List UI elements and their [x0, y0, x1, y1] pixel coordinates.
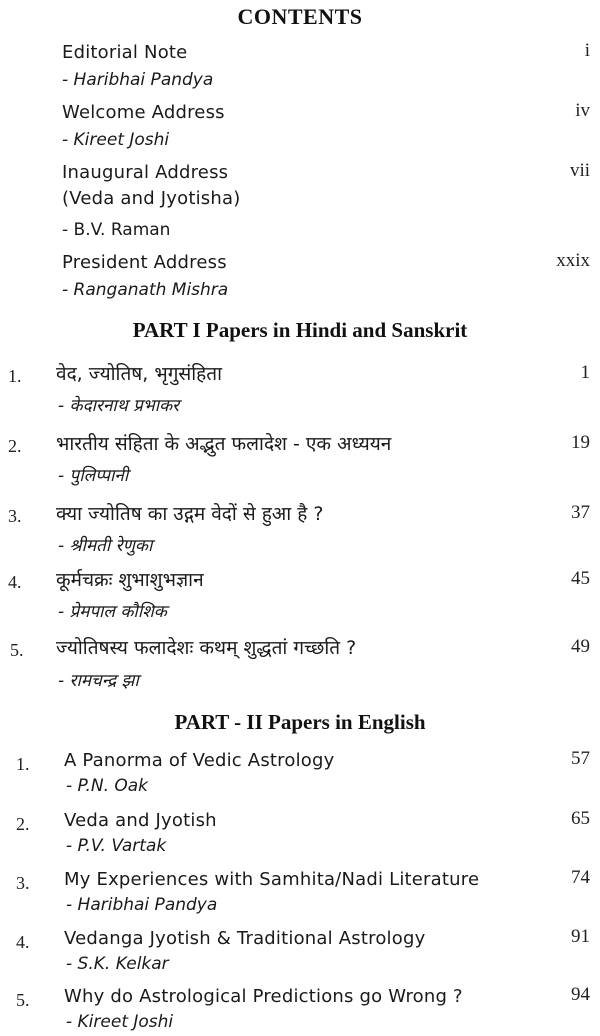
- part1-item-title: क्या ज्योतिष का उद्गम वेदों से हुआ है ?: [56, 503, 324, 525]
- part2-item-author: - P.V. Vartak: [66, 836, 167, 856]
- part1-item-page: 1: [580, 362, 590, 383]
- part2-item-number: 4.: [16, 932, 30, 952]
- part1-item-title: ज्योतिषस्य फलादेशः कथम् शुद्धतां गच्छति ?: [56, 637, 357, 659]
- part2-item-page: 65: [571, 808, 590, 829]
- part2-item-number: 5.: [16, 990, 30, 1010]
- front-matter-title: Editorial Note: [62, 42, 188, 63]
- part2-item-title: Why do Astrological Predictions go Wrong ?: [64, 986, 463, 1007]
- part1-item-number: 2.: [8, 436, 22, 456]
- part2-item-number: 1.: [16, 754, 30, 774]
- contents-title: CONTENTS: [237, 4, 363, 29]
- part2-heading: PART - II Papers in English: [174, 710, 426, 734]
- part1-item-title: भारतीय संहिता के अद्भुत फलादेश - एक अध्ययन: [56, 433, 392, 455]
- front-matter-title: President Address: [62, 252, 227, 273]
- front-matter-subtitle: (Veda and Jyotisha): [62, 188, 241, 209]
- front-matter-title: Inaugural Address: [62, 162, 229, 183]
- part2-item-title: My Experiences with Samhita/Nadi Literature: [64, 869, 480, 890]
- part1-item-page: 19: [571, 432, 590, 453]
- part2-item-page: 74: [571, 867, 590, 888]
- part2-item-number: 2.: [16, 814, 30, 834]
- part1-item-author: - केदारनाथ प्रभाकर: [58, 396, 180, 416]
- part2-item-title: Vedanga Jyotish & Traditional Astrology: [64, 928, 426, 949]
- part1-item-number: 4.: [8, 572, 22, 592]
- part1-item-number: 1.: [8, 366, 22, 386]
- part2-item-page: 94: [571, 984, 590, 1005]
- front-matter-author: - Haribhai Pandya: [62, 70, 214, 90]
- part1-item-page: 37: [571, 502, 590, 523]
- part1-item-author: - पुलिप्पानी: [58, 466, 129, 486]
- part2-item-number: 3.: [16, 873, 30, 893]
- part2-item-author: - Haribhai Pandya: [66, 895, 218, 915]
- front-matter-author: - Ranganath Mishra: [62, 280, 229, 300]
- front-matter-page: i: [584, 40, 590, 61]
- part2-item-author: - P.N. Oak: [66, 776, 149, 796]
- part2-item-title: A Panorma of Vedic Astrology: [64, 750, 335, 771]
- part1-item-author: - रामचन्द्र झा: [58, 671, 139, 691]
- part2-item-page: 91: [571, 926, 590, 947]
- front-matter-author: - B.V. Raman: [62, 220, 171, 240]
- part1-item-number: 5.: [10, 640, 24, 660]
- front-matter-author: - Kireet Joshi: [62, 130, 170, 150]
- front-matter-page: iv: [575, 100, 590, 121]
- part1-item-author: - प्रेमपाल कौशिक: [58, 602, 167, 622]
- front-matter-page: xxix: [556, 250, 590, 271]
- part2-item-author: - S.K. Kelkar: [66, 954, 169, 974]
- part2-item-page: 57: [571, 748, 590, 769]
- part1-item-number: 3.: [8, 506, 22, 526]
- front-matter-title: Welcome Address: [62, 102, 225, 123]
- part1-item-page: 45: [571, 568, 590, 589]
- part2-item-author: - Kireet Joshi: [66, 1012, 174, 1032]
- part1-item-title: कूर्मचक्रः शुभाशुभज्ञान: [56, 569, 204, 591]
- front-matter-page: vii: [569, 160, 590, 181]
- part1-item-title: वेद, ज्योतिष, भृगुसंहिता: [56, 363, 223, 385]
- part1-item-page: 49: [571, 636, 590, 657]
- part2-item-title: Veda and Jyotish: [64, 810, 217, 831]
- part1-item-author: - श्रीमती रेणुका: [58, 536, 153, 556]
- part1-heading: PART I Papers in Hindi and Sanskrit: [132, 318, 468, 342]
